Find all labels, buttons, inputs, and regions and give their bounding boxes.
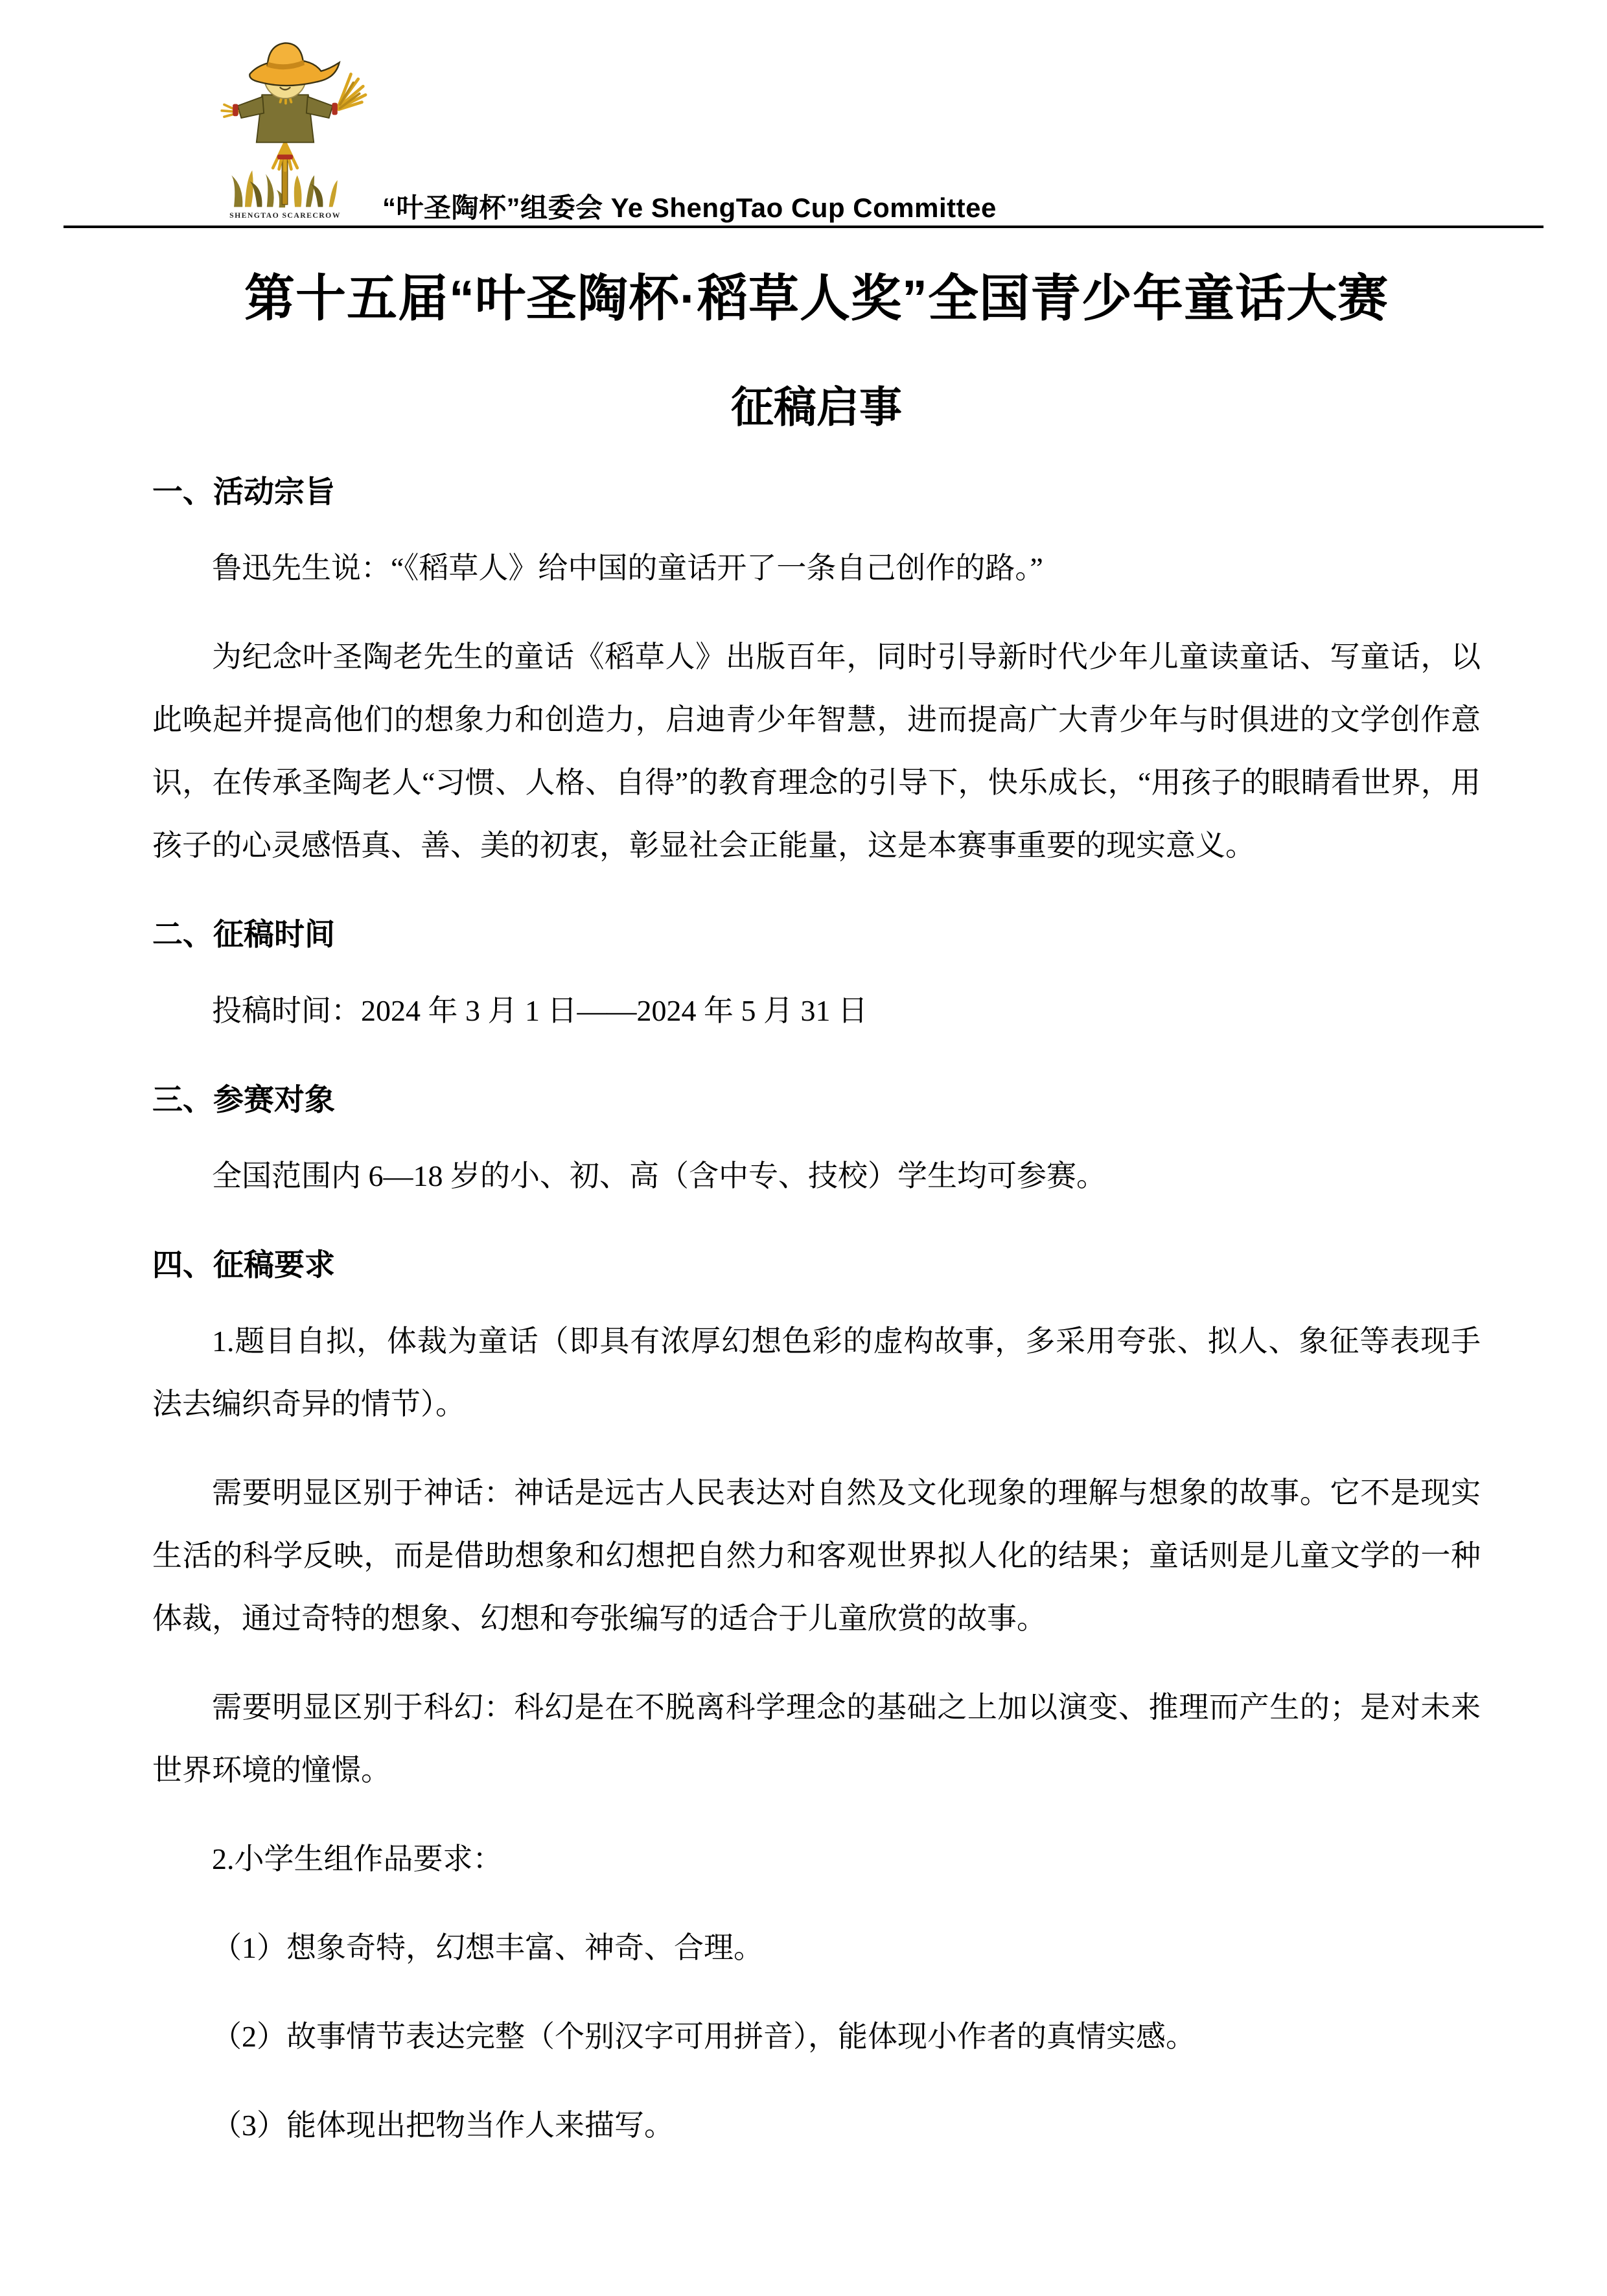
list-item: （2）故事情节表达完整（个别汉字可用拼音），能体现小作者的真情实感。	[212, 2019, 1196, 2053]
paragraph: 为纪念叶圣陶老先生的童话《稻草人》出版百年，同时引导新时代少年儿童读童话、写童话，以此唤起并提高他们的想象力和创造力，启迪青少年智慧，进而提高广大青少年与时俱进的文学创作意识，在传承圣陶老人“习惯、人格、自得”的教育理念的引导下，快乐成长，“用孩子的眼睛看世界，用孩子的心灵感悟真、善、美的初衷，彰显社会正能量，这是本赛事重要的现实意义。	[152, 640, 1481, 862]
document-title: 第十五届“叶圣陶杯·稻草人奖”全国青少年童话大赛	[244, 270, 1389, 327]
broom	[339, 74, 365, 110]
paragraph: 鲁迅先生说：“《稻草人》给中国的童话开了一条自己创作的路。”	[212, 551, 1043, 585]
scarecrow-logo	[188, 38, 382, 220]
left-cuff	[233, 104, 238, 116]
section-heading-submission-requirements: 四、征稿要求	[152, 1247, 335, 1282]
paragraph: 全国范围内 6—18 岁的小、初、高（含中专、技校）学生均可参赛。	[212, 1159, 1106, 1192]
paragraph: 需要明显区别于神话：神话是远古人民表达对自然及文化现象的理解与想象的故事。它不是现实生活的科学反映，而是借助想象和幻想把自然力和客观世界拟人化的结果；童话则是儿童文学的一种体裁，通过奇特的想象、幻想和夸张编写的适合于儿童欣赏的故事。	[152, 1476, 1481, 1635]
waist-tie	[277, 154, 293, 159]
document-body	[0, 266, 1607, 2157]
page-header	[64, 0, 1543, 224]
logo-caption: SHENGTAO SCARECROW	[229, 211, 341, 220]
document-subtitle: 征稿启事	[731, 383, 902, 432]
section-heading-participants: 三、参赛对象	[152, 1082, 335, 1117]
paragraph: 需要明显区别于科幻：科幻是在不脱离科学理念的基础之上加以演变、推理而产生的；是对未来世界环境的憧憬。	[152, 1690, 1481, 1787]
committee-title: “叶圣陶杯”组委会 Ye ShengTao Cup Committee	[382, 192, 997, 223]
section-heading-submission-time: 二、征稿时间	[152, 916, 335, 951]
paragraph: 投稿时间：2024 年 3 月 1 日——2024 年 5 月 31 日	[212, 993, 868, 1027]
list-item: （3）能体现出把物当作人来描写。	[212, 2108, 674, 2142]
right-cuff	[332, 103, 337, 115]
scarecrow-hat	[249, 43, 339, 86]
scarecrow-logo-image	[188, 38, 382, 220]
section-heading-activity-purpose: 一、活动宗旨	[152, 474, 335, 509]
paragraph: 1.题目自拟，体裁为童话（即具有浓厚幻想色彩的虚构故事，多采用夸张、拟人、象征等表现手法去编织奇异的情节）。	[152, 1324, 1481, 1421]
paragraph: 2.小学生组作品要求：	[212, 1842, 503, 1875]
list-item: （1）想象奇特，幻想丰富、神奇、合理。	[212, 1931, 763, 1964]
header-divider	[64, 226, 1543, 228]
